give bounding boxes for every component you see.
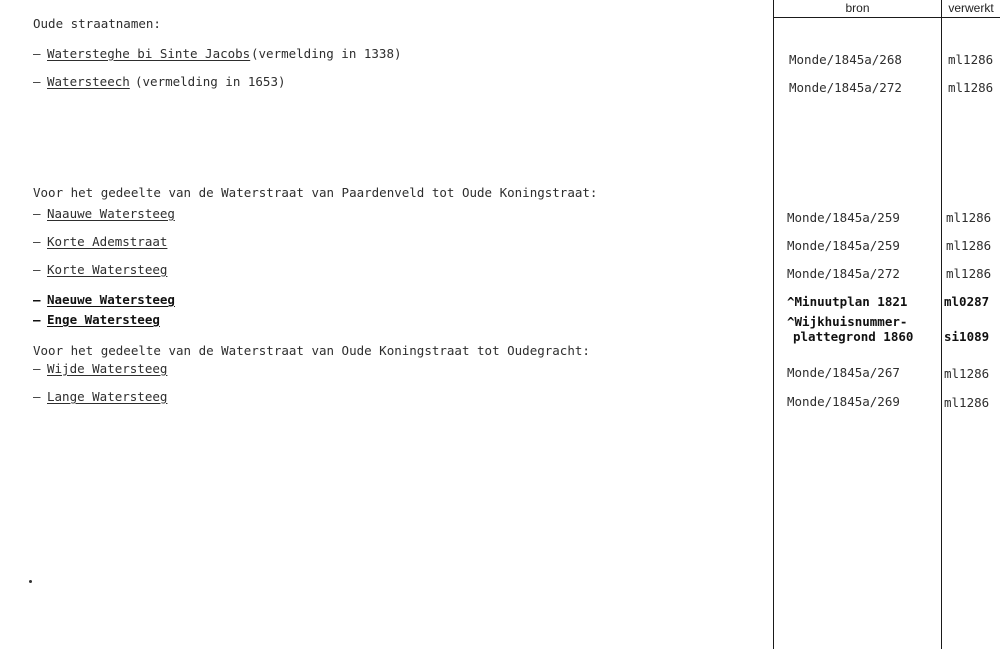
verwerkt-cell: ml1286 bbox=[948, 52, 994, 67]
item-dash: – bbox=[33, 292, 41, 307]
street-name: Watersteghe bi Sinte Jacobs bbox=[47, 46, 251, 61]
verwerkt-cell: ml1286 bbox=[944, 366, 990, 381]
item-dash: – bbox=[33, 46, 41, 61]
stray-dot bbox=[29, 580, 32, 583]
section-heading: Voor het gedeelte van de Waterstraat van Paardenveld tot Oude Koningstraat: bbox=[33, 185, 598, 200]
bron-cell: Monde/1845a/268 bbox=[789, 52, 902, 67]
street-name: Watersteech bbox=[47, 74, 130, 89]
street-name: Enge Watersteeg bbox=[47, 312, 160, 327]
verwerkt-cell: ml1286 bbox=[946, 266, 992, 281]
verwerkt-cell: si1089 bbox=[944, 329, 990, 344]
item-dash: – bbox=[33, 206, 41, 221]
bron-cell: Monde/1845a/269 bbox=[787, 394, 900, 409]
street-name: Korte Watersteeg bbox=[47, 262, 168, 277]
item-dash: – bbox=[33, 312, 41, 327]
verwerkt-cell: ml1286 bbox=[946, 238, 992, 253]
section-heading: Voor het gedeelte van de Waterstraat van Oude Koningstraat tot Oudegracht: bbox=[33, 343, 590, 358]
verwerkt-cell: ml1286 bbox=[944, 395, 990, 410]
verwerkt-cell: ml0287 bbox=[944, 294, 990, 309]
column-header-verwerkt: verwerkt bbox=[948, 1, 994, 15]
bron-cell: Monde/1845a/259 bbox=[787, 210, 900, 225]
street-name: Naauwe Watersteeg bbox=[47, 206, 175, 221]
street-name: Lange Watersteeg bbox=[47, 389, 168, 404]
item-dash: – bbox=[33, 389, 41, 404]
verwerkt-cell: ml1286 bbox=[948, 80, 994, 95]
mention-note: (vermelding in 1338) bbox=[251, 46, 402, 61]
bron-cell: Monde/1845a/267 bbox=[787, 365, 900, 380]
mention-note: (vermelding in 1653) bbox=[135, 74, 286, 89]
bron-cell: Monde/1845a/272 bbox=[787, 266, 900, 281]
bron-column-left-border bbox=[773, 0, 774, 649]
street-name: Naeuwe Watersteeg bbox=[47, 292, 175, 307]
street-name: Wijde Watersteeg bbox=[47, 361, 168, 376]
bron-cell: Monde/1845a/272 bbox=[789, 80, 902, 95]
item-dash: – bbox=[33, 262, 41, 277]
street-name: Korte Ademstraat bbox=[47, 234, 168, 249]
item-dash: – bbox=[33, 74, 41, 89]
item-dash: – bbox=[33, 234, 41, 249]
bron-cell-line1: ^Wijkhuisnummer- bbox=[787, 314, 908, 329]
column-header-bron: bron bbox=[845, 1, 870, 15]
bron-cell-line2: plattegrond 1860 bbox=[793, 329, 914, 344]
bron-cell: ^Minuutplan 1821 bbox=[787, 294, 908, 309]
bron-cell: Monde/1845a/259 bbox=[787, 238, 900, 253]
verwerkt-column-left-border bbox=[941, 0, 942, 649]
intro-heading: Oude straatnamen: bbox=[33, 16, 161, 31]
verwerkt-cell: ml1286 bbox=[946, 210, 992, 225]
item-dash: – bbox=[33, 361, 41, 376]
header-underline bbox=[773, 17, 1000, 18]
